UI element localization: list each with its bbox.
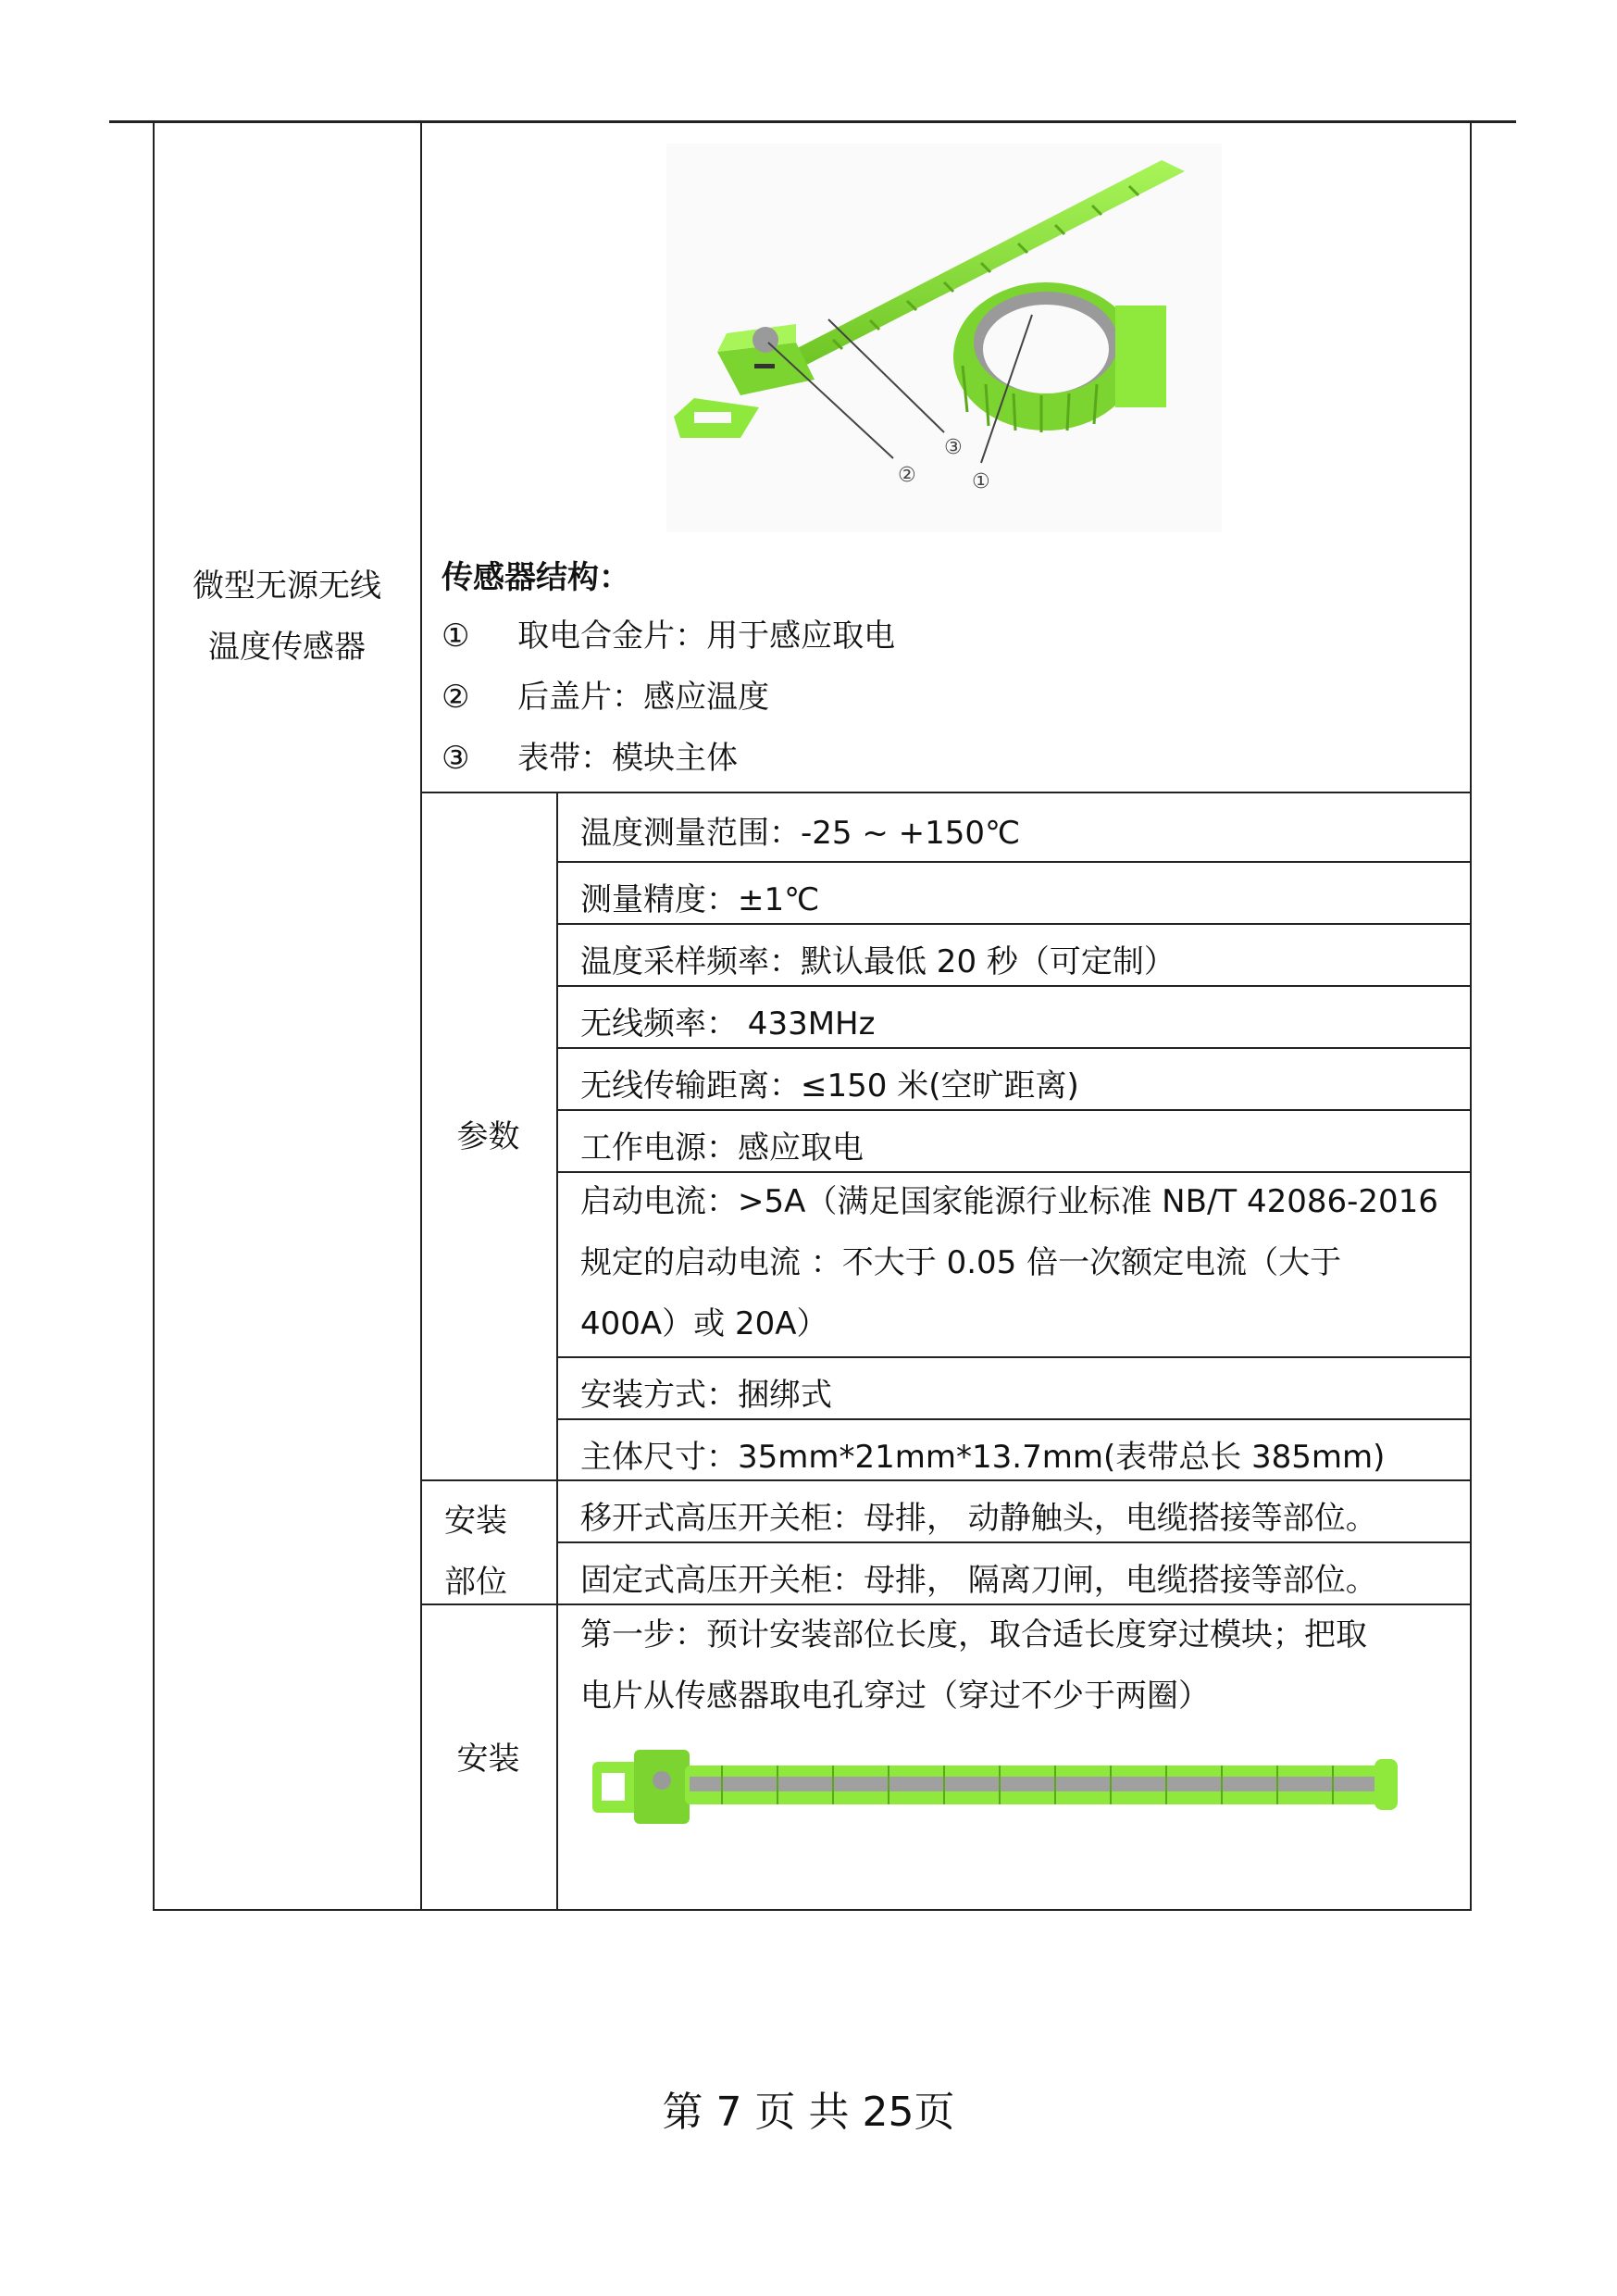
install-location-row-1: 移开式高压开关柜：母排， 动静触头，电缆搭接等部位。 — [580, 1500, 1377, 1537]
install-location-label-1: 安装 — [444, 1503, 507, 1540]
page-footer: 第 7 页 共 25页 — [662, 2089, 955, 2136]
param-row-power: 工作电源：感应取电 — [580, 1129, 864, 1167]
install-step-image — [592, 1745, 1398, 1828]
install-location-label — [420, 1491, 531, 1613]
sensor-name-line1: 微型无源无线 — [193, 568, 381, 605]
col-divider-2 — [556, 792, 558, 1911]
col-divider-1 — [420, 121, 422, 1911]
install-location-label-2: 部位 — [444, 1564, 507, 1601]
sensor-name-line2: 温度传感器 — [208, 629, 366, 666]
param-row-temp-range: 温度测量范围：-25 ~ +150℃ — [580, 815, 1021, 852]
label-3: ③ — [944, 436, 963, 459]
structure-text-3: 表带：模块主体 — [517, 740, 739, 777]
param-row-mounting: 安装方式：捆绑式 — [580, 1377, 832, 1414]
structure-item-3 — [442, 740, 738, 777]
startup-line-1: 启动电流：>5A（满足国家能源行业标准 NB/T 42086-2016 — [580, 1183, 1438, 1220]
structure-text-1: 取电合金片：用于感应取电 — [517, 618, 896, 655]
structure-num-3: ③ — [442, 740, 470, 777]
structure-num-1: ① — [442, 618, 470, 655]
structure-num-2: ② — [442, 679, 470, 716]
params-label: 参数 — [456, 1118, 520, 1155]
label-1: ① — [972, 470, 990, 493]
structure-heading: 传感器结构： — [442, 559, 630, 596]
param-row-frequency: 无线频率： 433MHz — [580, 1005, 876, 1042]
label-2: ② — [898, 464, 916, 487]
param-row-accuracy: 测量精度：±1℃ — [580, 881, 820, 918]
install-step-line-2: 电片从传感器取电孔穿过（穿过不少于两圈） — [580, 1678, 1210, 1715]
param-row-sampling: 温度采样频率：默认最低 20 秒（可定制） — [580, 943, 1175, 980]
structure-item-1 — [442, 618, 895, 655]
install-step-1 — [580, 1604, 1367, 1727]
structure-text-2: 后盖片：感应温度 — [517, 679, 770, 716]
row-divider — [420, 792, 1472, 793]
param-row-distance: 无线传输距离：≤150 米(空旷距离) — [580, 1067, 1079, 1104]
install-step-line-1: 第一步：预计安装部位长度，取合适长度穿过模块；把取 — [580, 1616, 1367, 1653]
install-label: 安装 — [456, 1741, 520, 1778]
param-row-size: 主体尺寸：35mm*21mm*13.7mm(表带总长 385mm) — [580, 1439, 1386, 1476]
startup-line-2: 规定的启动电流 ：不大于 0.05 倍一次额定电流（大于 — [580, 1244, 1342, 1281]
sensor-product-image — [666, 144, 1222, 532]
param-row-startup — [580, 1171, 1438, 1354]
structure-item-2 — [442, 679, 769, 716]
install-location-row-2: 固定式高压开关柜：母排， 隔离刀闸，电缆搭接等部位。 — [580, 1562, 1377, 1599]
startup-line-3: 400A）或 20A） — [580, 1305, 828, 1342]
sensor-name — [153, 555, 421, 678]
